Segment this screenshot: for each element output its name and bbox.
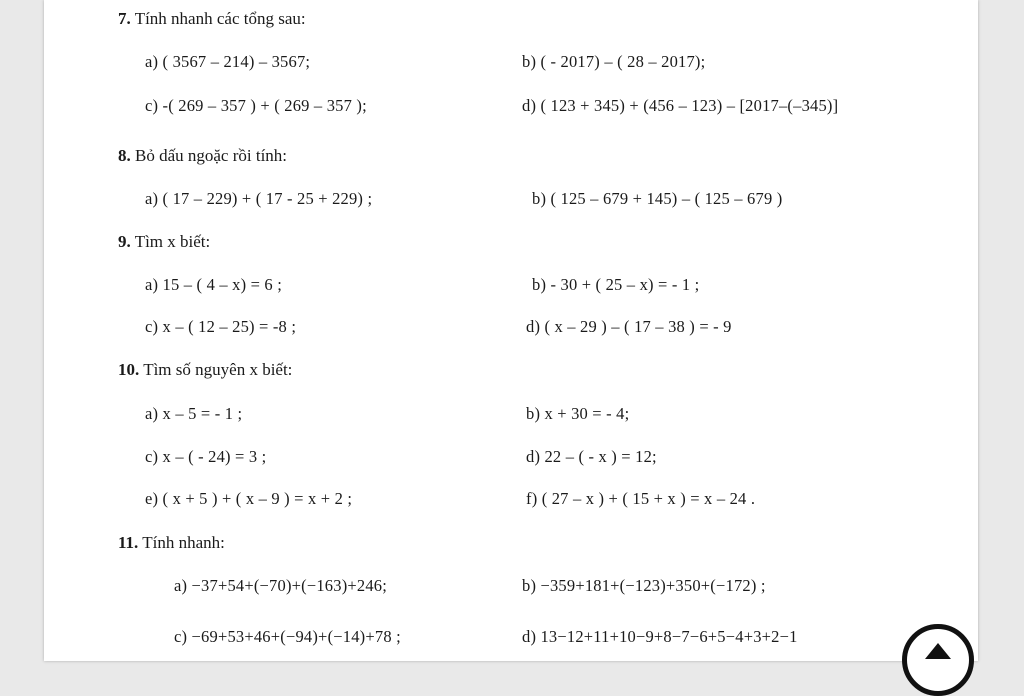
exercise-10e: e) ( x + 5 ) + ( x – 9 ) = x + 2 ; <box>145 489 353 508</box>
section-number: 10. <box>118 360 140 379</box>
exercise-10b: b) x + 30 = - 4; <box>526 404 630 423</box>
exercise-7d: d) ( 123 + 345) + (456 – 123) – [2017–(–345)] <box>522 96 839 115</box>
exercise-8a: a) ( 17 – 229) + ( 17 - 25 + 229) ; <box>145 189 373 208</box>
section-10-heading <box>118 360 292 380</box>
section-11-heading <box>118 533 225 553</box>
scroll-to-top-button[interactable] <box>902 624 974 696</box>
exercise-8b: b) ( 125 – 679 + 145) – ( 125 – 679 ) <box>532 189 783 208</box>
exercise-10f: f) ( 27 – x ) + ( 15 + x ) = x – 24 . <box>526 489 756 508</box>
section-title: Bỏ dấu ngoặc rồi tính: <box>135 146 288 165</box>
exercise-11d: d) 13−12+11+10−9+8−7−6+5−4+3+2−1 <box>522 627 798 646</box>
section-number: 8. <box>118 146 131 165</box>
exercise-7b: b) ( - 2017) – ( 28 – 2017); <box>522 52 706 71</box>
section-number: 9. <box>118 232 131 251</box>
exercise-9a: a) 15 – ( 4 – x) = 6 ; <box>145 275 282 294</box>
exercise-9c: c) x – ( 12 – 25) = -8 ; <box>145 317 297 336</box>
section-9-heading <box>118 232 210 252</box>
section-title: Tìm x biết: <box>134 232 211 251</box>
exercise-11c: c) −69+53+46+(−94)+(−14)+78 ; <box>174 627 401 646</box>
exercise-7c: c) -( 269 – 357 ) + ( 269 – 357 ); <box>145 96 367 115</box>
exercise-11a: a) −37+54+(−70)+(−163)+246; <box>174 576 388 595</box>
exercise-10c: c) x – ( - 24) = 3 ; <box>145 447 267 466</box>
arrow-up-icon <box>925 643 951 659</box>
exercise-11b: b) −359+181+(−123)+350+(−172) ; <box>522 576 766 595</box>
exercise-7a: a) ( 3567 – 214) – 3567; <box>145 52 311 71</box>
exercise-9d: d) ( x – 29 ) – ( 17 – 38 ) = - 9 <box>526 317 732 336</box>
section-7-heading <box>118 9 306 29</box>
section-title: Tính nhanh: <box>142 533 225 552</box>
section-title: Tính nhanh các tổng sau: <box>134 9 306 28</box>
section-8-heading <box>118 146 287 166</box>
exercise-10a: a) x – 5 = - 1 ; <box>145 404 243 423</box>
exercise-9b: b) - 30 + ( 25 – x) = - 1 ; <box>532 275 700 294</box>
exercise-10d: d) 22 – ( - x ) = 12; <box>526 447 657 466</box>
section-number: 7. <box>118 9 131 28</box>
section-title: Tìm số nguyên x biết: <box>143 360 293 379</box>
document-page <box>44 0 978 661</box>
section-number: 11. <box>118 533 139 552</box>
